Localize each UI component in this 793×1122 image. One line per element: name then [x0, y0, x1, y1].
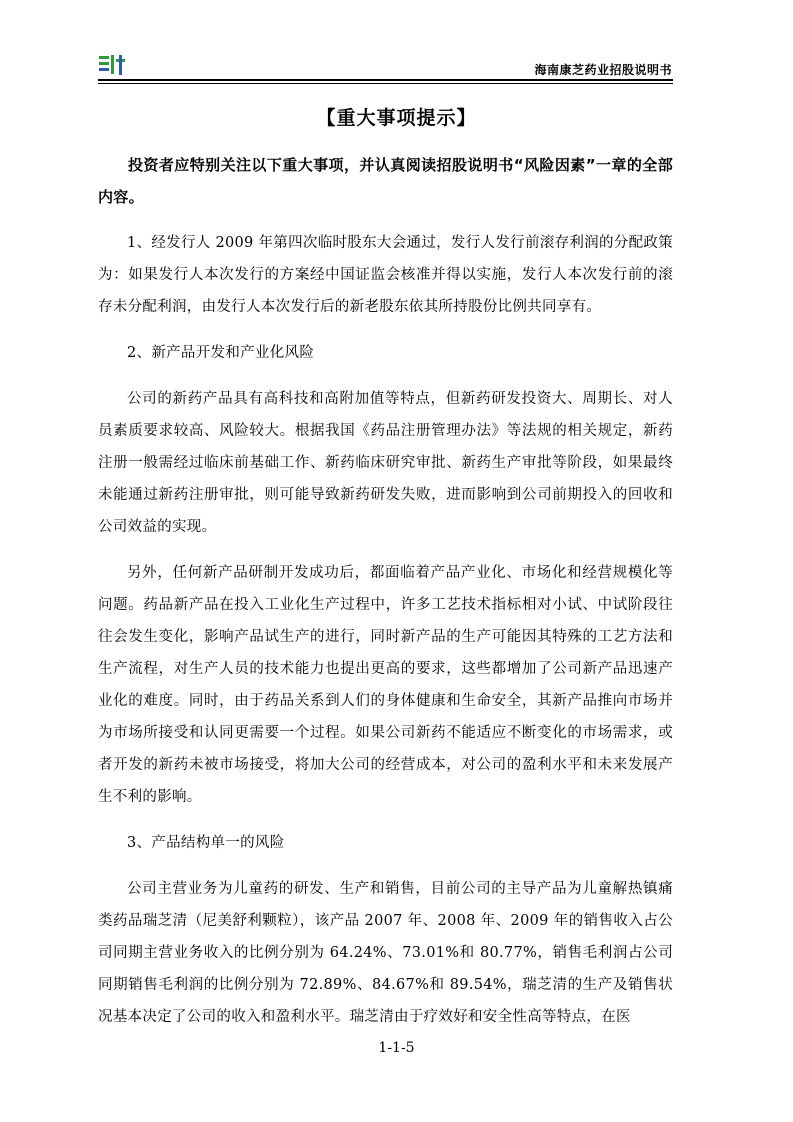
paragraph-new-drug-risk: 公司的新药产品具有高科技和高附加值等特点，但新药研发投资大、周期长、对人员素质要求较高、风险较大。根据我国《药品注册管理办法》等法规的相关规定，新药注册一般需经过临床前基础工作、新药临床研究审批、新药生产审批等阶段，如果最终未能通过新药注册审批，则可能导致新药研发失败，进而影响到公司前期投入的回收和公司效益的实现。 — [98, 391, 673, 535]
header-title: 海南康芝药业招股说明书 — [534, 63, 672, 77]
company-logo-icon — [98, 54, 126, 76]
section-heading-3: 3、产品结构单一的风险 — [127, 835, 285, 851]
paragraph-product-structure: 公司主营业务为儿童药的研发、生产和销售，目前公司的主导产品为儿童解热镇痛类药品瑞芝清（尼美舒利颗粒），该产品 2007 年、2008 年、2009 年的销售收入占公司同期主营业务收入的比例分别为 64.24%、73.01%和 80.77%，销售毛利润占公司同期销售毛利润的比例分别为 72.89%、84.67%和 89.54%，瑞芝清的生产及销售状况基本决定了公司的收入和盈利水平。瑞芝清由于疗效好和安全性高等特点，在医 — [98, 881, 673, 1025]
paragraph-industrialization: 另外，任何新产品研制开发成功后，都面临着产品产业化、市场化和经营规模化等问题。药品新产品在投入工业化生产过程中，许多工艺技术指标相对小试、中试阶段往往会发生变化，影响产品试生产的进行，同时新产品的生产可能因其特殊的工艺方法和生产流程，对生产人员的技术能力也提出更高的要求，这些都增加了公司新产品迅速产业化的难度。同时，由于药品关系到人们的身体健康和生命安全，其新产品推向市场并为市场所接受和认同更需要一个过程。如果公司新药不能适应不断变化的市场需求，或者开发的新药未被市场接受，将加大公司的经营成本，对公司的盈利水平和未来发展产生不利的影响。 — [98, 565, 673, 805]
header-divider — [98, 79, 673, 81]
page-title: 【重大事项提示】 — [316, 107, 477, 129]
document-body — [98, 149, 673, 1047]
header-divider-thin — [98, 83, 673, 84]
page-number: 1-1-5 — [378, 1040, 415, 1056]
lead-paragraph: 投资者应特别关注以下重大事项，并认真阅读招股说明书“风险因素”一章的全部内容。 — [98, 156, 673, 206]
paragraph-item-1: 1、经发行人 2009 年第四次临时股东大会通过，发行人发行前滚存利润的分配政策为：如果发行人本次发行的方案经中国证监会核准并得以实施，发行人本次发行前的滚存未分配利润，由发行人本次发行后的新老股东依其所持股份比例共同享有。 — [98, 235, 673, 315]
section-heading-2: 2、新产品开发和产业化风险 — [127, 345, 315, 361]
